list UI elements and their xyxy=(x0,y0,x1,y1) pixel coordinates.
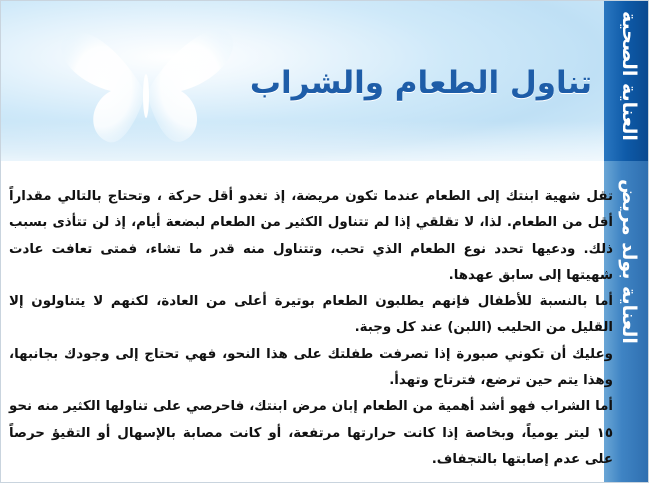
paragraph: أما الشراب فهو أشد أهمية من الطعام إبان مرض ابنتك، فاحرصي على تناولها الكثير منه نحو ١٥ ليتر يومياً، وبخاصة إذا كانت حرارتها مرتفعة، أو كانت مصابة بالإسهال أو التقيؤ حرصاً على عدم إصابتها بالتجفاف. xyxy=(9,399,613,467)
page-title: تناول الطعام والشراب xyxy=(249,65,592,101)
section-title: العناية الصحية xyxy=(618,11,640,141)
header-fade xyxy=(1,121,605,181)
article-body xyxy=(9,184,613,473)
subsection-title: العناية بولد مريض xyxy=(618,179,640,344)
paragraph: تقل شهية ابنتك إلى الطعام عندما تكون مريضة، إذ تغدو أقل حركة ، وتحتاج بالتالي مقداراً أقل من الطعام. لذا، لا تقلقي إذا لم تتناول الكثير من الطعام لبضعة أيام، إذ لن تتأذى بسبب ذلك. ودعيها تحدد نوع الطعام الذي تحب، وتتناول منه قدر ما تشاء، فمتى تعافت عادت شهيتها إلى سابق عهدها. xyxy=(9,189,613,283)
paragraph: أما بالنسبة للأطفال فإنهم يطلبون الطعام بوتيرة أعلى من العادة، لكنهم لا يتناولون إلا القليل من الحليب (اللبن) عند كل وجبة. xyxy=(9,294,613,336)
paragraph: وعليك أن تكوني صبورة إذا تصرفت طفلتك على هذا النحو، فهي تحتاج إلى وجودك بجانبها، وهذا يتم حين ترضع، فترتاح وتهدأ. xyxy=(9,346,613,389)
